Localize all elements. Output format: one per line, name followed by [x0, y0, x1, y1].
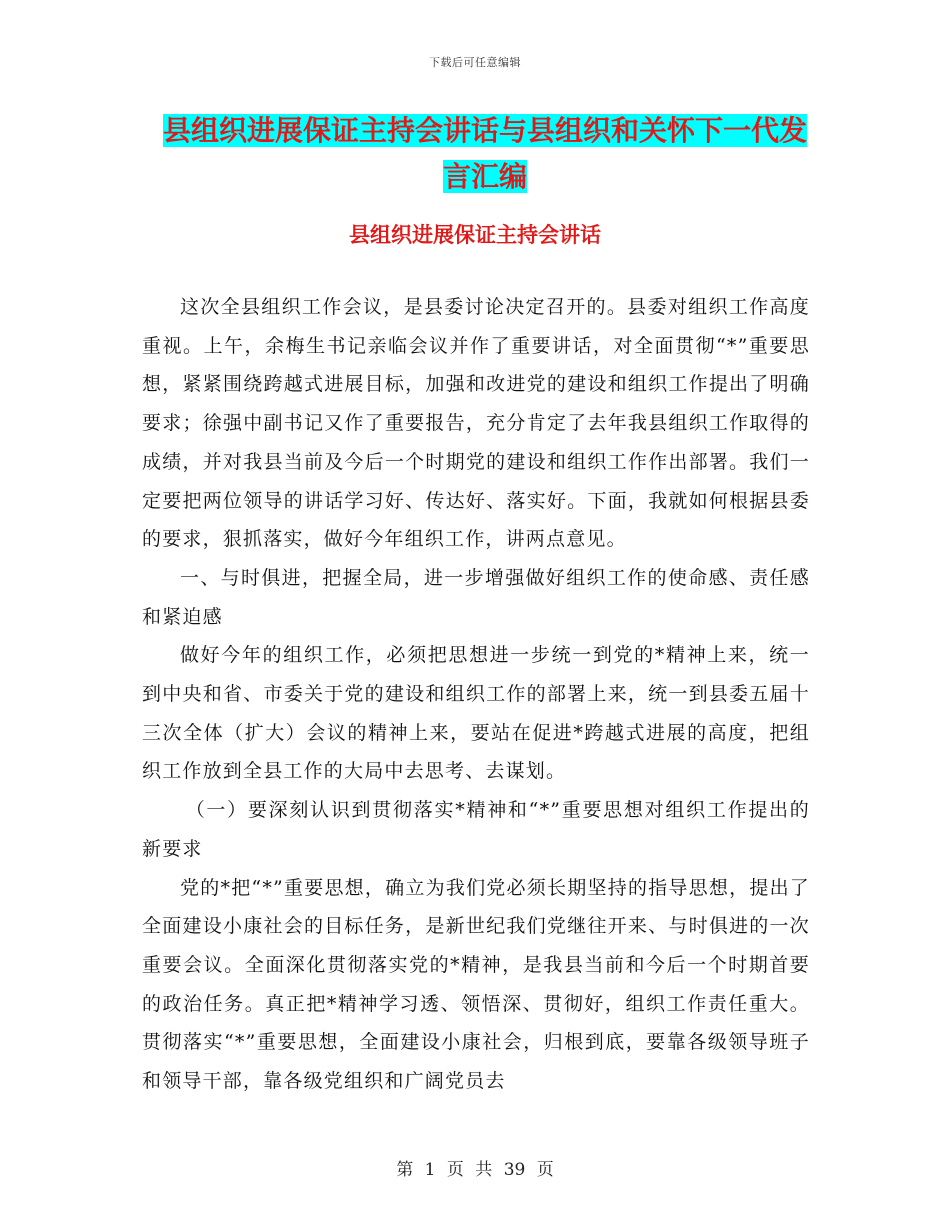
document-title [140, 108, 830, 200]
paragraph: 这次全县组织工作会议，是县委讨论决定召开的。县委对组织工作高度重视。上午，余梅生书记亲临会议并作了重要讲话，对全面贯彻“*”重要思想，紧紧围绕跨越式进展目标，加强和改进党的建设和组织工作提出了明确要求；徐强中副书记又作了重要报告，充分肯定了去年我县组织工作取得的成绩，并对我县当前及今后一个时期党的建设和组织工作作出部署。我们一定要把两位领导的讲话学习好、传达好、落实好。下面，我就如何根据县委的要求，狠抓落实，做好今年组织工作，讲两点意见。 [142, 296, 810, 551]
section-title: 县组织进展保证主持会讲话 [349, 223, 601, 247]
page-footer: 第 1 页 共 39 页 [396, 1160, 554, 1180]
paragraph-heading: 一、与时俱进，把握全局，进一步增强做好组织工作的使命感、责任感和紧迫感 [142, 566, 810, 628]
paragraph: 党的*把“*”重要思想，确立为我们党必须长期坚持的指导思想，提出了全面建设小康社会的目标任务，是新世纪我们党继往开来、与时俱进的一次重要会议。全面深化贯彻落实党的*精神，是我县当前和今后一个时期首要的政治任务。真正把*精神学习透、领悟深、贯彻好，组织工作责任重大。贯彻落实“*”重要思想，全面建设小康社会，归根到底，要靠各级领导班子和领导干部，靠各级党组织和广阔党员去 [142, 876, 810, 1093]
body-text [142, 288, 810, 1101]
document-title-line-1: 县组织进展保证主持会讲话与县组织和关怀下一代发 [162, 114, 807, 147]
paragraph: 做好今年的组织工作，必须把思想进一步统一到党的*精神上来，统一到中央和省、市委关于党的建设和组织工作的部署上来，统一到县委五届十三次全体（扩大）会议的精神上来，要站在促进*跨越式进展的高度，把组织工作放到全县工作的大局中去思考、去谋划。 [142, 644, 810, 783]
paragraph-subheading: （一）要深刻认识到贯彻落实*精神和“*”重要思想对组织工作提出的新要求 [142, 799, 810, 860]
header-note: 下载后可任意编辑 [429, 56, 521, 69]
document-title-line-2: 言汇编 [442, 160, 527, 193]
